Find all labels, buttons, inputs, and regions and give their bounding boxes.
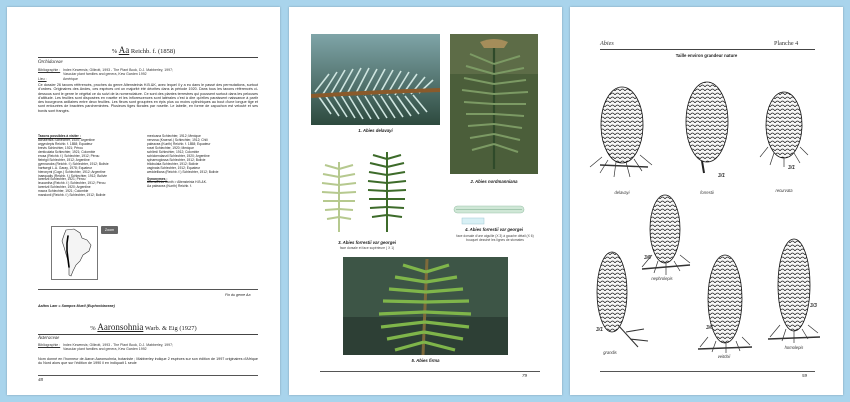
cone-number: 3/1: [788, 165, 795, 171]
page-number: 79: [522, 373, 528, 378]
species-entry[interactable]: hartwegii L.A. Garay, 1978; Equateur: [38, 165, 93, 170]
cone-label: forrestii: [700, 190, 714, 195]
biblio-row: Lieu : Amérique: [38, 76, 78, 81]
species-entry[interactable]: erosa (Reichb. f.) Schlechter, 1912; Pérou: [38, 153, 100, 158]
footer-rule: [320, 371, 540, 372]
biblio-block: [38, 343, 183, 352]
species-entry[interactable]: argyrolepis Reichb. f. 1858; Equateur: [38, 141, 93, 146]
page-middle: [289, 7, 562, 395]
species-entry[interactable]: schlimii Schlechter, 1912; Colombie: [147, 149, 200, 154]
species-entry[interactable]: sphaeroglossa Schlechter, 1912; Bolivie: [147, 157, 206, 162]
photo-abies-firma[interactable]: [343, 257, 508, 355]
species-entry[interactable]: paleacea (Kunth) Reichb. f. 1858; Equateur: [147, 141, 211, 146]
plate-subtitle: Taille environ grandeur nature: [675, 53, 738, 58]
species-entry[interactable]: fiebrigii Schlechter, 1912; Argentine: [38, 157, 90, 162]
photo-abies-delavayi[interactable]: [311, 34, 440, 125]
genus-author: Reichb. f. (1858): [130, 48, 176, 55]
cone-label: recurvata: [775, 188, 793, 193]
species-entry[interactable]: mandonii (Reichb. f.) Schlechter, 1912; Bolivie: [38, 193, 106, 198]
species-entry[interactable]: achalensis Schlechter, 1920; Argentine: [38, 137, 95, 142]
cone-label: veitchii: [717, 354, 731, 359]
species-entry[interactable]: brevis Schlechter, 1921; Pérou: [38, 145, 83, 150]
plate-number: Planche 4: [774, 40, 799, 47]
species-entry[interactable]: gymnandra (Reichb. f.) Schlechter, 1912; Bolivie: [38, 161, 109, 166]
title-rule: [38, 57, 258, 58]
cone-recurvata[interactable]: [760, 92, 808, 167]
species-entry[interactable]: inaequalis (Reichb. f.) Schlechter, 1912; Bolivie: [38, 173, 107, 178]
section-rule: [38, 289, 258, 290]
cone-number: 3/6: [706, 325, 713, 331]
cone-drawings: [570, 7, 843, 395]
species-entry[interactable]: nervosa (Kraenzl.) Schlechter, 1912; Chili: [147, 137, 208, 142]
species-entry[interactable]: denticulata Schlechter, 1921; Colombie: [38, 149, 96, 154]
caption-1: 1. Abies delavayi: [358, 128, 393, 133]
species-entry[interactable]: lorentzii Schlechter, 1921; Pérou: [38, 177, 86, 182]
biblio-row: Bibliographie : Index Kewensis; Gilleott, 1993 - The Plant Book, D.J. Mabberley, 1997; Vascular plant families and genera, Kew Garden 1992: [38, 68, 173, 77]
species-list-left: [38, 135, 109, 198]
caption-4: 4. Abies forrestii var georgei: [465, 227, 523, 232]
cone-homolepis[interactable]: [768, 239, 820, 343]
species-entry[interactable]: macra Schlechter, 1921; Colombie: [38, 189, 89, 194]
cone-label: delavayi: [614, 190, 630, 195]
entry-title-aaronsohnia: [7, 322, 280, 332]
illustration-needle-detail[interactable]: [450, 200, 538, 228]
species-entry[interactable]: lorentzii Schlechter, 1920; Argentine: [38, 185, 91, 190]
caption-5: 5. Abies firma: [411, 358, 440, 363]
footer-note: Aaltos Lam = Sampos Mueil (Euphorbiaceae): [38, 304, 115, 308]
species-entry[interactable]: hieronymi (Cogn.) Schlechter, 1912; Argentine: [38, 169, 106, 174]
species-entry[interactable]: rosei Schlechter, 1920; Mexique: [147, 145, 194, 150]
cone-nephrolepis[interactable]: [642, 195, 690, 275]
biblio-row: Bibliographie : Index Kewensis; Gilleott, 1993 - The Plant Book, D.J. Mabberley, 1997; Vascular plant families and genera, Kew Garden 1992: [38, 343, 173, 352]
caption-3: 3. Abies forrestii var georgei: [338, 240, 396, 245]
illustration-abies-forrestii[interactable]: [317, 147, 412, 237]
description-paragraph: Ce dossier 26 taxons référencés, proches du genre Altensteinia H.B.&K, avec lequel il y a eu dans le passé des permutations, surtout d'ordres. Originaires des Andes, ces espèces ont un majorité été décrites dans la période 1920. Dans tous les taxons référencés ci-dessous sont le genre le végétal ce du suivi de la nomenclature. Ce sont des plantes terrestres qui poussent surtout dans les pelouses d'altitude. Les feuilles sont disposées en rosette et les inflorescences sont latérales c'est à dire qu'elles paraissent naissance à partir des bourgeons axillaires entre deux feuilles. Les fleurs sont groupées en épis plus ou moins cylindriques au bout d'une longue tige et sont entourées de bractées parcheminées. Plusieurs tiges florales par rosette. Le labelle, en forme de capuchon est velouté et ses bords sont frangés.: [38, 83, 258, 113]
title-symbol: %: [111, 48, 118, 55]
species-entry[interactable]: mexicana Schlechter, 1912; Mexique: [147, 134, 201, 138]
caption-3-sub: face dorsale et face supérieure ( X 1): [339, 246, 395, 250]
family-name: Asteraceae: [38, 336, 60, 341]
species-heading: Taxons possibles à visiter :: [38, 134, 81, 138]
cone-number: 3/1: [718, 173, 725, 179]
cone-forrestii[interactable]: [686, 82, 728, 173]
plate-genus: Abies: [600, 40, 614, 47]
cone-delavayi[interactable]: [590, 87, 652, 177]
description-paragraph: Nom donné en l'honneur de Aaron Aaronsohnia, botaniste ; Mabberley indique 2 espèces sur son édition de 1997 originaires d'Afrique du Nord alors que sur l'édition de 1990 il en indiquait 1 seule: [38, 357, 258, 366]
page-right: [570, 7, 843, 395]
family-name: Orchidaceae: [38, 60, 63, 65]
species-entry[interactable]: trilobulata Schlechter, 1912; Bolivie: [147, 161, 199, 166]
species-entry[interactable]: Altensteinia Kunth > Altensteinia H.B.&K.: [147, 180, 207, 185]
genus-name[interactable]: Aaronsohnia: [97, 322, 144, 332]
cone-veitchii[interactable]: [698, 255, 752, 353]
biblio-block: [38, 68, 183, 81]
cone-number: 3/1: [596, 327, 603, 333]
south-america-map: [51, 226, 98, 280]
cone-label: grandis: [603, 350, 617, 355]
species-entry[interactable]: leucantha (Reichb. f.) Schlechter, 1912; Pérou: [38, 181, 106, 186]
species-entry[interactable]: weddelliana (Reichb. f.) Schlechter, 1912; Bolivie: [147, 169, 219, 174]
page-number: 59: [802, 373, 808, 378]
cone-number: 3/3: [810, 303, 817, 309]
footer-end-genus: Fin du genre Aa: [225, 293, 251, 297]
entry-title-aa: [7, 45, 280, 55]
footer-rule: [38, 375, 258, 376]
footer-rule: [600, 371, 815, 372]
genus-name[interactable]: Aa: [118, 45, 130, 55]
species-entry[interactable]: vaginata Schlechter, 1912; Equateur: [147, 165, 201, 170]
species-entry[interactable]: Aa paleacea (Kunth) Reichb. f.: [147, 184, 192, 189]
caption-2: 2. Abies nordmanniana: [470, 179, 518, 184]
caption-4-sub: face dorsale d'une aiguille (X 3) à gauche détail (X 6) bouquet dessiné les lignes de stomates: [456, 234, 534, 242]
species-list-right: [147, 135, 218, 189]
cone-number: 3/6: [644, 255, 651, 261]
page-left: [7, 7, 280, 395]
synonyms-heading: Synonymes :: [147, 176, 168, 181]
genus-author: Warb. & Eig (1927): [144, 325, 197, 332]
photo-abies-nordmanniana[interactable]: [450, 34, 538, 174]
cone-label: nephrolepis: [651, 276, 673, 281]
title-rule: [38, 334, 258, 335]
title-symbol: %: [90, 325, 96, 332]
cone-grandis[interactable]: [597, 252, 648, 347]
page-number: 48: [38, 377, 44, 382]
cone-label: homolepis: [784, 345, 804, 350]
map-zoom-button[interactable]: Zoom: [101, 226, 118, 234]
species-entry[interactable]: schickendanzii Schlechter, 1920; Argentine: [147, 153, 210, 158]
